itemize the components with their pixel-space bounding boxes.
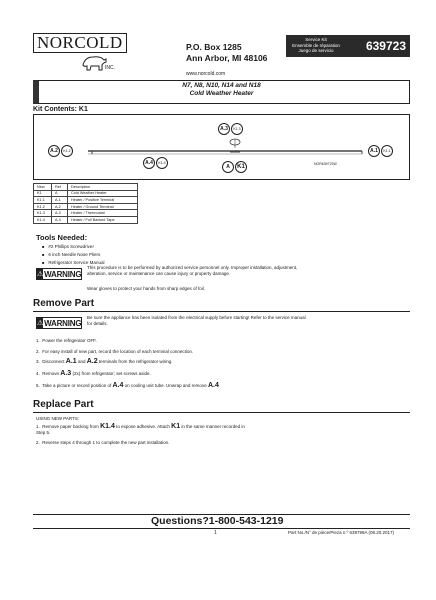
replace-step-1: 1. Remove paper backing from K1.4 to expose adhesive. Attach K1 in the same manner recorded in Step 5. bbox=[36, 423, 245, 435]
divider bbox=[33, 528, 410, 529]
kit-number: 639723 bbox=[365, 39, 406, 53]
divider bbox=[33, 311, 410, 312]
document-part-number: Part No./N° de pièce/Pieza n.º 639799A (08.20.2017) bbox=[288, 530, 395, 535]
norcold-logo bbox=[33, 33, 125, 75]
warning-text: This procedure is to be performed by authorized service personnel only. Improper installation, adjustment, alteration, service or maintenance can cause injury or property damage. bbox=[87, 265, 298, 276]
warning-triangle-icon: ⚠ bbox=[37, 318, 43, 329]
warning-triangle-icon: ⚠ bbox=[37, 269, 43, 280]
table-header-row bbox=[34, 184, 138, 191]
gloves-note: Wear gloves to protect your hands from sharp edges of foil. bbox=[87, 286, 205, 291]
tools-heading: Tools Needed: bbox=[36, 233, 88, 242]
kit-contents-heading: Kit Contents: K1 bbox=[33, 106, 88, 113]
remove-step-3: 3. Disconnect A.1 and A.2 terminals from the refrigerator wiring. bbox=[36, 358, 173, 365]
product-title: Cold Weather Heater bbox=[189, 90, 254, 97]
tools-list bbox=[42, 243, 104, 267]
column-header: New bbox=[34, 184, 52, 191]
heater-diagram bbox=[33, 114, 410, 180]
table-row: K1 A Cold Weather Heater bbox=[34, 190, 138, 197]
callout-a2: A.2 K1.2 bbox=[48, 145, 73, 157]
table-row: K1.1 A.1 Heater / Positive Terminal bbox=[34, 197, 138, 204]
remove-part-heading: Remove Part bbox=[33, 298, 95, 309]
list-item: ■ Refrigerator Service Manual bbox=[42, 259, 104, 267]
table-row: K1.3 A.3 Heater / Thermostat bbox=[34, 210, 138, 217]
address-line-2: Ann Arbor, MI 48106 bbox=[186, 53, 268, 63]
polar-bear-icon bbox=[81, 51, 107, 71]
list-item: ■ 6 inch Needle Nose Pliers bbox=[42, 251, 104, 259]
column-header: Description bbox=[68, 184, 138, 191]
diagram-code: NOR639723W bbox=[314, 162, 337, 166]
replace-intro: USING NEW PARTS: bbox=[36, 416, 80, 421]
callout-a-k1: A K1 bbox=[222, 161, 247, 173]
logo-text: NORCOLD bbox=[33, 33, 127, 53]
remove-step-5: 5. Take a picture or record position of A.4 on cooling unit tube. Unwrap and remove A.4 bbox=[36, 382, 219, 389]
callout-a1: A.1 K1.1 bbox=[368, 145, 393, 157]
list-item: ■ #2 Phillips Screwdriver bbox=[42, 243, 104, 251]
remove-step-4: 4. Remove A.3 (2x) from refrigerator; set screws aside. bbox=[36, 370, 151, 377]
replace-part-heading: Replace Part bbox=[33, 399, 94, 410]
warning-badge: ⚠ WARNING bbox=[37, 269, 82, 279]
logo-suffix: INC. bbox=[105, 65, 115, 71]
models-title: N7, N8, N10, N14 and N18 bbox=[182, 82, 261, 89]
address-line-1: P.O. Box 1285 bbox=[186, 42, 242, 52]
parts-table bbox=[33, 183, 138, 224]
service-kit-label: Service Kit Ensemble de réparation Juego de servicio bbox=[292, 37, 340, 53]
table-row: K1.2 A.2 Heater / Ground Terminal bbox=[34, 203, 138, 210]
service-kit-box bbox=[286, 35, 410, 57]
remove-step-2: 2. For easy install of new part, record the location of each terminal connection. bbox=[36, 349, 194, 354]
replace-step-2: 2. Reverse steps 4 through 1 to complete the new part installation. bbox=[36, 440, 170, 445]
questions-phone[interactable]: Questions?1-800-543-1219 bbox=[151, 515, 284, 527]
table-row: K1.4 A.4 Heater / Foil Backed Tape bbox=[34, 216, 138, 223]
column-header: Ref bbox=[52, 184, 68, 191]
remove-step-1: 1. Power the refrigerator OFF. bbox=[36, 338, 97, 343]
page-number: 1 bbox=[214, 530, 217, 536]
warning-badge: ⚠ WARNING bbox=[37, 318, 82, 328]
website-link[interactable]: www.norcold.com bbox=[186, 71, 226, 77]
callout-a3: A.3 K1.3 bbox=[218, 123, 243, 135]
divider bbox=[33, 412, 410, 413]
callout-a4: A.4 K1.4 bbox=[143, 157, 168, 169]
isolation-warning-text: Be sure the appliance has been isolated from the electrical supply before starting! Refer to the service manual for details. bbox=[87, 315, 306, 326]
